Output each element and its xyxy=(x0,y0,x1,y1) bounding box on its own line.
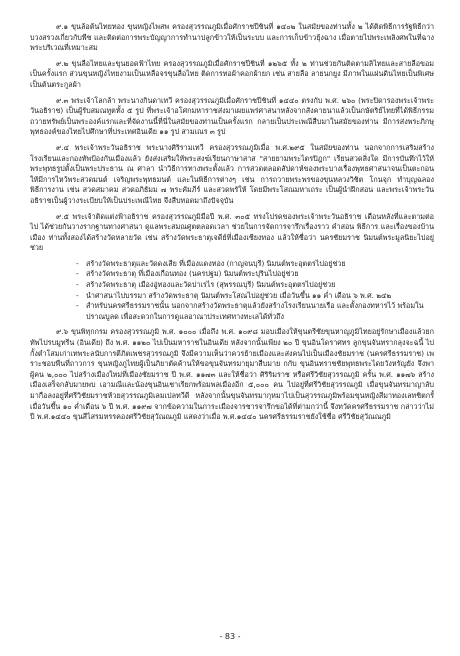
list-item: - สำหรับนครศรีธรรมราชนั้น นอกจากสร้างวัดพระธาตุแล้วยังสร้างโรงเรียนนายเรือ และตั้งกองทหารไว้ พร้อมในปราณบูลด เพื่อสะดวกในการดูแลอาณาประเทศทางทะเลได้ทั่วถึง xyxy=(76,301,434,322)
temple-list xyxy=(30,259,434,323)
paragraph-9-3: ๙.๓ พระเจ้าโลกล้า พระนางกินดาเทวี ครองสุวรรณภูมิเมื่อศักราชปีชินที่ ๑๔๔๐ ตรงกับ พ.ศ. ๒๖๐ (พระปิดารองพระเจ้าพระวันอธิราช) เป็นผู้รับสมณทูตทั้ง ๕ รูป ที่พระเจ้าอโศกมหาราชส่งมาเผยแพร่ศาสนาหลังจากสังคายนาแล้วเป็นกษัตริย์ไทยที่ได้พิธีกรรม ถวายทรัพย์เป็นพระองค์แรกและที่จัดงานนี้ที่นี่ในสมัยของท่านเป็นครั้งแรก กลายเป็นประเพณีสืบมาในสมัยของท่าน มีการส่งพระภิกษุพุทธองค์ของไทยไปศึกษาที่ประเทศอินเดีย ๑๑ รูป สามเณร ๓ รูป xyxy=(30,95,434,137)
list-item: - สร้างวัดพระธาตุและวัดดงเสีย ที่เมืองแดงทอง (กาญจนบุรี) นิมนต์พระอุตตรไปอยู่ช่วย xyxy=(76,259,434,270)
paragraph-9-1: ๙.๑ ขุนล้อต้นไทยทอง ขุนหญิงไพสพ ครองสุวรรณภูมิเมื่อศักราชปีชินที่ ๑๔๐๒ ในสมัยของท่านทั้ง ๒ ได้ติดพิธีการรัฐพิธีกว่า บวงสรวงเกี่ยวกับพืช และติดต่อการพระบัญญาการทำนาปลูกข้าวให้เป็นระบบ และการเก็บข้าวยุ้งฉาง เมื่อตายไปพระเพลิงศพในที่ฉางพระบริเวณที่เหมาะสม xyxy=(30,22,434,53)
list-item: - สร้างวัดพระธาตุ ที่เมืองเกือนทอง (นครปฐม) นิมนต์พระปุรินไปอยู่ช่วย xyxy=(76,269,434,280)
paragraph-9-5: ๙.๕ พระเจ้าติดแต่งฟ้าอธิราช ครองสุวรรณภูมิมือปี พ.ศ. ๓๐๕ ทรงโปรดของพระเจ้าพระวันอธิราช เดือนหลังที่และตามต่อไป ได้ช่วยกันวางรากฐานทางศาสนา ดูแลพระสมณศูตตลอดเวลา ช่วยในการจัดการจารึกเรื่องราว คำสอน พิธีการ และเรื่องของบ้านเมือง ท่านทั้งสองได้สร้างวัดหลายวัด เช่น สร้างวัดพระธาตุเจดีย์ที่เมืองเชียงทอง แล้วให้ชื่อว่า นครชัยมราช นิมนต์พระมูลนิยะไปอยู่ช่วย xyxy=(30,211,434,253)
page-number: - 83 - xyxy=(219,632,241,641)
list-item: - นำศาสนาไปบรรมา สร้างวัดพระธาตุ นิมนต์พระโสณไปอยู่ช่วย เมื่อวันขึ้น ๑๑ ค่ำ เดือน ๖ พ.ศ. ๒๔๒ xyxy=(76,291,434,302)
list-item: - สร้างวัดพระธาตุ เมืองอู่ทองและวัดปาเรไร (สุพรรณบุรี) นิมนต์พระอุตตรไปอยู่ช่วย xyxy=(76,280,434,291)
paragraph-9-6: ๙.๖ ขุนพิทุกกรม ครองสุวรรณภูมิ พ.ศ. ๑๐๐๐ เมื่อถึง พ.ศ. ๑๐๙๘ มอบเมืองให้ขุนตรีชัยขุนหาญภูมิไทยอยู่รักษาเมืองแล้วยกทัพไปรบมูทรีน (อินเดีย) ถึง พ.ศ. ๑๑๒๐ ไปเป็นมหาราชในอินเดีย หลังจากนั้นเพียง ๒๐ ปี ขุนอินโดราศทร ลูกขุนจันทรากลุงจะฉนี้ ไปกั้งตำโสมเก่าเทพระลนับการตีภิตเพชรสุวรรณภูมิ จึงมีความเห็นว่าควรย้ายเมืองและส่งคนไปเป็นเมืองชัยมราช (นครศรีธรรมราช) เพราะชอบพืนที่ถาวการ ขุนหญิงภูไทยผู้เป็นภิยาตัดค้านให้ขอขุนจันทรมายุมาสืบมาย กกับ ขุนอินทราชชัยพุทธพระไดยวังหรัญยัง จึงพาผู้คน ๒,๐๐๐ ไปสร้างเมืองใหม่ที่เมืองชัยมราช ปี พ.ศ. ๑๑๗๓ และให้ชื่อว่า ศิริริมราช หรือศรีวิชัยสุวรรณภูมิ ครั้น พ.ศ. ๑๑๗๖ สร้างเมืองเสร็จกลับมายพบ เอามณีและน้องขุนอินเชาเรียกพร้อมพลเมืองอีก ๕,๐๐๐ คน ไปอยู่ที่ศรีวิชัยสุวรรณภูมิ เมื่อขุนจันทรมาญาลับมากือลงอยู่ที่ศรีวิชัยมราชห้วยสุวรรณภูมิเลมเปลทวีดี หลังจากนั้นขุนจันทรมากุหมาไปเป็นสุวรรณภูมิพร้อมขุนหญิงสีมาทองเลทชิตกรั้ เมื่อวันขึ้น ๑๐ ค่ำเดือน ๖ ปี พ.ศ. ๑๑๙๗ จากข้อความในภาระเมืองจารชารจารึกขอได้ที่ต่ามกว่านี้ จึงทวัดครศรีธรรมราช กล่าวว่าไม่ปี พ.ศ.๑๔๔๐ ขุนสีไสรมหรรคองศรีวิชัยสุวัณณภูมิ แสดงว่าเมื่อ พ.ศ.๑๔๔๐ นครศรีธรรมราชยังใช้ชื่อ ศรีวิชัยสุวัณณภูมิ xyxy=(30,327,434,422)
paragraph-9-2: ๙.๒ ขุนลือไทยและขุนยอดฟ้าไทย ครองสุวรรณภูมิเมื่อศักราชปีชินที่ ๑๒๖๕ ทั้ง ๒ ท่านช่วยกันติดตามลิไทยและสายลือขอม เป็นครั้งแรก ส่วนขุนหญิงไทยงามเป็นเหลือจรขุนลือไทย ติดการทอผ้าคอกผ้ายก เช่น สายลือ ลายนกยูง มีภาพในแผ่นดินไทยเป็นพิเศษ เป็นต้นตระกูลผ้า xyxy=(30,58,434,89)
paragraph-9-4: ๙.๔ พระเจ้าพระวันอธิราช พระนางศิริรามเทวี ครองสุวรรณภูมิเมื่อ พ.ศ.๒๙๕ ในสมัยของท่าน นอกจากการเสริมสร้างโรงเรียนและกองทัพป้องกันเมืองแล้ว ยังส่งเสริมให้พระสงฆ์เรียนภาษาสาส "สายยามพระไตรปิฎก" เรียนสวดสิ่งใด มีการบันทึกไว้ให้พระพุทธรูปตั้งเป็นพระประธาน ณ ศาลา นำวิธีการทางพระตั้งแล้ว การสวดตลอดสัปดาห์ของพระบางเรื่องพุทธศาสนาจนเป็นตะกอนให้มีการไหว้พระสวดมนต์ เจริญพระพุทธมนต์ และในพิธีการต่างๆ เช่น การถวายพระพรของขุนหลวงวิชิต โกนจุก ทำบุญฉลอง พิธีการงาน เช่น สวดสมาคม สวดอภิธัมม ๗ พระคัมภีร์ และสวดพรัให้ โดยมีพระโสณมหาเถระ เป็นผู้นำฝึกสอน และพระเจ้าพระวันอธิราชเป็นผู้วางระเบียบให้เป็นประเพณีไทย จึงสืบทอดมาถึงปัจจุบัน xyxy=(30,142,434,205)
